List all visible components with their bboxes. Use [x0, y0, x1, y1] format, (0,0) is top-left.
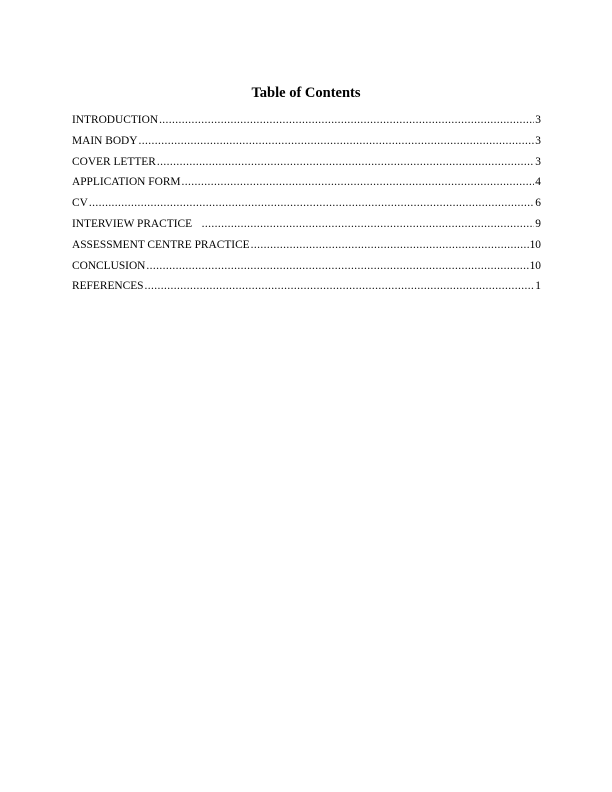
toc-title: Table of Contents — [251, 85, 361, 101]
toc-entry-page-number: 1 — [535, 280, 541, 293]
toc-dot-leader — [157, 155, 534, 169]
toc-entry-main-body[interactable] — [72, 134, 541, 155]
toc-entry-label: CV — [72, 197, 88, 210]
toc-entry-label: REFERENCES — [72, 280, 144, 293]
toc-entry-page-number: 6 — [535, 197, 541, 210]
toc-dot-leader — [202, 217, 535, 231]
toc-entry-conclusion[interactable] — [72, 259, 541, 280]
toc-dot-leader — [159, 113, 534, 127]
toc-entry-cv[interactable] — [72, 196, 541, 217]
toc-entry-cover-letter[interactable] — [72, 155, 541, 176]
toc-entry-label: ASSESSMENT CENTRE PRACTICE — [72, 238, 250, 251]
toc-entry-label: APPLICATION FORM — [72, 176, 181, 189]
toc-entry-label: CONCLUSION — [72, 259, 146, 272]
toc-entry-label: COVER LETTER — [72, 155, 156, 168]
toc-entry-assessment-centre-practice[interactable] — [72, 238, 541, 259]
toc-dot-leader — [89, 196, 534, 210]
toc-entry-page-number: 3 — [535, 114, 541, 126]
toc-dot-leader — [146, 259, 528, 273]
toc-dot-leader — [139, 134, 535, 148]
toc-entry-introduction[interactable] — [72, 113, 541, 134]
toc-list — [72, 113, 541, 300]
toc-dot-leader — [182, 175, 535, 189]
toc-entry-page-number: 10 — [529, 238, 541, 251]
toc-entry-label: INTRODUCTION — [72, 114, 159, 126]
toc-entry-page-number: 4 — [535, 176, 541, 189]
toc-dot-leader — [251, 238, 529, 252]
toc-entry-page-number: 3 — [535, 155, 541, 168]
toc-entry-page-number: 3 — [535, 134, 541, 147]
toc-entry-references[interactable] — [72, 279, 541, 300]
toc-entry-interview-practice[interactable] — [72, 217, 541, 238]
toc-entry-page-number: 10 — [529, 259, 541, 272]
toc-entry-label: INTERVIEW PRACTICE — [72, 217, 201, 230]
toc-entry-application-form[interactable] — [72, 175, 541, 196]
toc-entry-page-number: 9 — [535, 217, 541, 230]
toc-dot-leader — [145, 279, 535, 293]
toc-entry-label: MAIN BODY — [72, 134, 138, 147]
